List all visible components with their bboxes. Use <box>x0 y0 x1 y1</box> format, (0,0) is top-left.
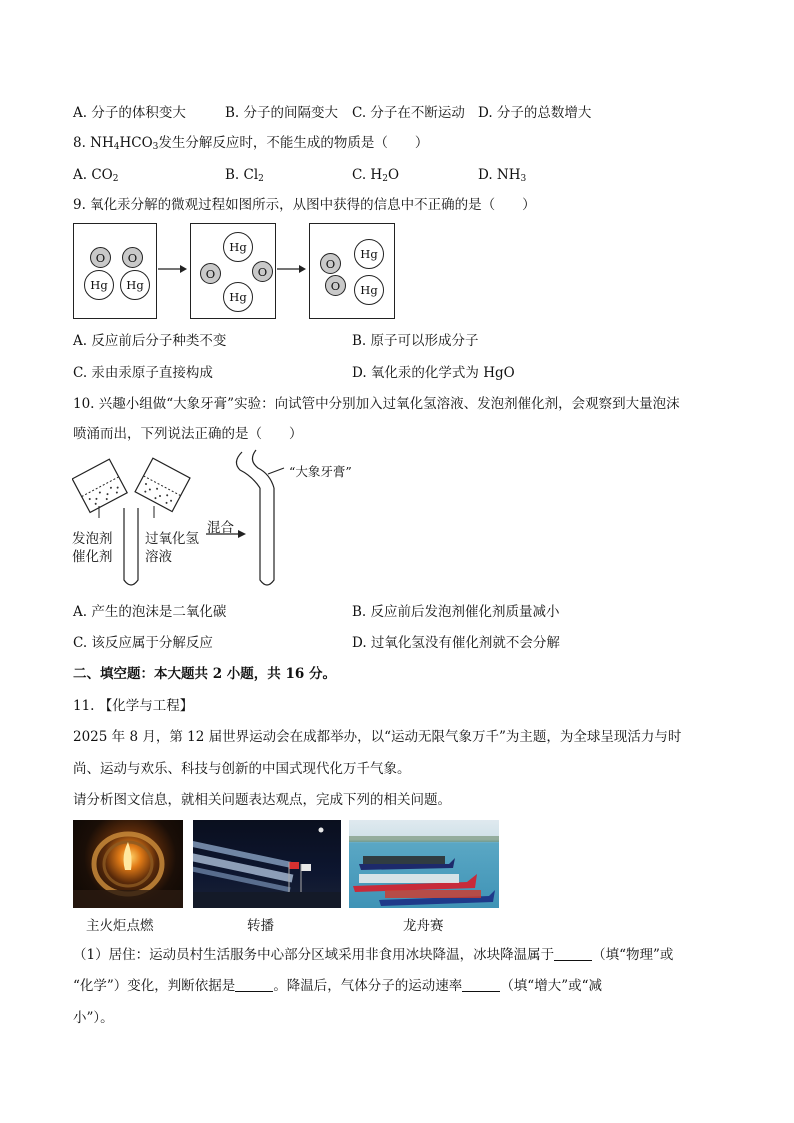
mix-label: 混合 <box>207 520 234 536</box>
q8-stem-part: 发生分解反应时，不能生成的物质是（ ） <box>158 135 429 151</box>
answer-blank[interactable] <box>235 979 273 992</box>
q8-option-c <box>352 166 399 188</box>
q8-option-a <box>73 166 118 188</box>
q8-stem <box>73 134 428 156</box>
oxygen-atom: O <box>325 275 346 296</box>
q8-stem-part: HCO <box>119 135 153 151</box>
q11-sub1-text: “化学”）变化，判断依据是 <box>73 978 236 994</box>
foam-label: “大象牙膏” <box>289 464 352 479</box>
q8-option-b <box>225 166 264 188</box>
q8-option-b-text: B. Cl <box>225 167 259 183</box>
q11-title: 11. 【化学与工程】 <box>73 698 194 714</box>
q8-option-a-sub: 2 <box>112 174 119 184</box>
q8-option-a-text: A. CO <box>73 167 113 183</box>
q11-sub1-text: 。降温后，气体分子的运动速率 <box>273 978 463 994</box>
q10-option-a: A. 产生的泡沫是二氧化碳 <box>73 604 227 620</box>
q8-option-b-sub: 2 <box>258 174 264 184</box>
q8-option-c-text: O <box>387 167 400 183</box>
mercury-atom: Hg <box>223 282 253 312</box>
answer-blank[interactable] <box>554 948 592 961</box>
q9-option-b: B. 原子可以形成分子 <box>352 333 479 349</box>
diagram-box-before <box>73 223 157 319</box>
torch-lighting-photo <box>73 820 183 908</box>
mercury-atom: Hg <box>354 275 384 305</box>
q9-option-c: C. 汞由汞原子直接构成 <box>73 365 213 381</box>
diagram-box-middle <box>190 223 276 319</box>
photo-caption-torch: 主火炬点燃 <box>86 918 154 934</box>
q11-sub1-text: （1）居住：运动员村生活服务中心部分区域采用非食用冰块降温，冰块降温属于 <box>73 947 555 963</box>
broadcast-scene-icon <box>193 820 341 908</box>
dragon-boat-icon <box>349 820 499 908</box>
q7-option-c: C. 分子在不断运动 <box>352 105 465 121</box>
q8-stem-sub: 4 <box>113 142 120 152</box>
photo-caption-dragon-boat: 龙舟赛 <box>403 918 444 934</box>
q8-stem-sub: 3 <box>152 142 159 152</box>
foaming-agent-label-line1: 发泡剂 <box>72 531 113 547</box>
q7-option-b: B. 分子的间隔变大 <box>225 105 339 121</box>
q9-option-a: A. 反应前后分子种类不变 <box>73 333 227 349</box>
q11-sub1-text: （填“物理”或 <box>592 947 674 963</box>
diagram-box-after <box>309 223 395 319</box>
q11-sub1-text: （填“增大”或“减 <box>500 978 603 994</box>
arrow-right-icon <box>158 262 188 276</box>
q11-paragraph-line2: 尚、运动与欢乐、科技与创新的中国式现代化万千气象。 <box>73 761 411 777</box>
q10-option-c: C. 该反应属于分解反应 <box>73 635 213 651</box>
broadcast-photo <box>193 820 341 908</box>
q8-option-c-sub: 2 <box>382 174 388 184</box>
q9-option-d: D. 氧化汞的化学式为 HgO <box>352 365 515 381</box>
q8-stem-part: 8. NH <box>73 135 114 151</box>
mercury-atom: Hg <box>120 270 150 300</box>
dragon-boat-race-photo <box>349 820 499 908</box>
q11-sub1-line1 <box>73 946 673 964</box>
torch-icon <box>73 820 183 908</box>
q9-stem: 9. 氧化汞分解的微观过程如图所示，从图中获得的信息中不正确的是（ ） <box>73 197 536 213</box>
mercury-atom: Hg <box>354 239 384 269</box>
q10-option-b: B. 反应前后发泡剂催化剂质量减小 <box>352 604 560 620</box>
q10-option-d: D. 过氧化氢没有催化剂就不会分解 <box>352 635 560 651</box>
oxygen-atom: O <box>252 261 273 282</box>
q7-option-a: A. 分子的体积变大 <box>73 105 186 121</box>
hydrogen-peroxide-label-line2: 溶液 <box>145 549 172 565</box>
oxygen-atom: O <box>320 253 341 274</box>
q10-stem-line1: 10. 兴趣小组做“大象牙膏”实验：向试管中分别加入过氧化氢溶液、发泡剂催化剂，会观察到大量泡沫 <box>73 396 680 412</box>
hydrogen-peroxide-label-line1: 过氧化氢 <box>145 531 199 547</box>
section-heading: 二、填空题：本大题共 2 小题，共 16 分。 <box>73 666 336 682</box>
oxygen-atom: O <box>122 247 143 268</box>
q11-paragraph-line1: 2025 年 8 月，第 12 届世界运动会在成都举办，以“运动无限气象万千”为主题，为全球呈现活力与时 <box>73 729 682 745</box>
q8-option-d <box>478 166 526 188</box>
q11-paragraph-instruction: 请分析图文信息，就相关问题表达观点，完成下列的相关问题。 <box>73 792 451 808</box>
arrow-right-icon <box>277 262 307 276</box>
mercury-atom: Hg <box>84 270 114 300</box>
mercury-atom: Hg <box>223 232 253 262</box>
q7-option-d: D. 分子的总数增大 <box>478 105 592 121</box>
q11-sub1-line2 <box>73 977 602 995</box>
answer-blank[interactable] <box>462 979 500 992</box>
oxygen-atom: O <box>90 247 111 268</box>
oxygen-atom: O <box>200 263 221 284</box>
foaming-agent-label-line2: 催化剂 <box>72 549 113 565</box>
q11-sub1-line3: 小”）。 <box>73 1010 114 1026</box>
photo-caption-broadcast: 转播 <box>247 918 274 934</box>
q8-option-d-text: D. NH <box>478 167 521 183</box>
q8-option-d-sub: 3 <box>520 174 527 184</box>
q10-stem-line2: 喷涌而出，下列说法正确的是（ ） <box>73 426 303 442</box>
q8-option-c-text: C. H <box>352 167 383 183</box>
